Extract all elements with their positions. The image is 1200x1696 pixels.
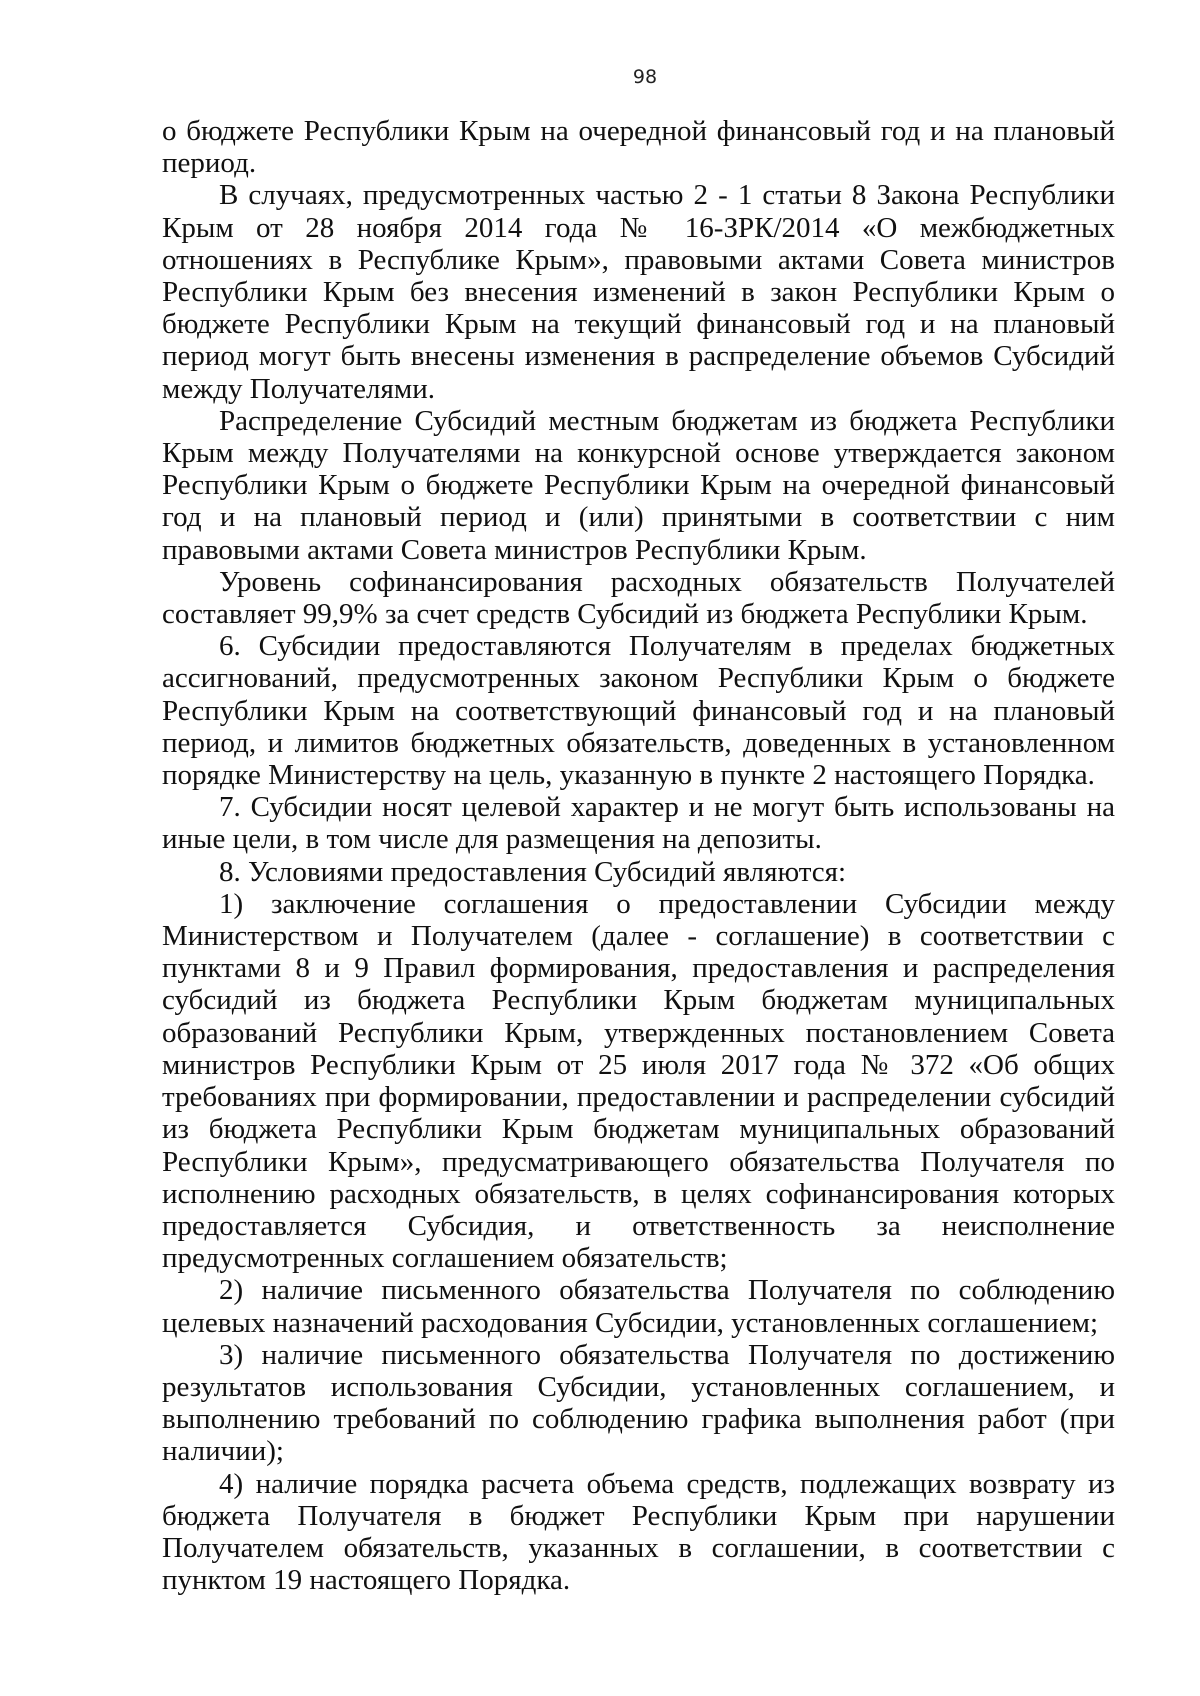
paragraph-item-7: 7. Субсидии носят целевой характер и не могут быть использованы на иные цели, в том числе для размещения на депозиты. <box>162 791 1115 856</box>
paragraph-condition-3: 3) наличие письменного обязательства Получателя по достижению результатов использования Субсидии, установленных соглашением, и выполнению требований по соблюдению графика выполнения работ (при наличии); <box>162 1338 1115 1468</box>
paragraph-redistribution-cases: В случаях, предусмотренных частью 2 - 1 статьи 8 Закона Республики Крым от 28 ноября 2014 года № 16-ЗРК/2014 «О межбюджетных отношениях в Республике Крым», правовыми актами Совета министров Республики Крым без внесения изменений в закон Республики Крым о бюджете Республики Крым на текущий финансовый год и на плановый период могут быть внесены изменения в распределение объемов Субсидий между Получателями. <box>162 179 1115 405</box>
paragraph-cofinancing-level: Уровень софинансирования расходных обязательств Получателей составляет 99,9% за счет средств Субсидий из бюджета Республики Крым. <box>162 565 1115 631</box>
paragraph-condition-4: 4) наличие порядка расчета объема средств, подлежащих возврату из бюджета Получателя в бюджет Республики Крым при нарушении Получателем обязательств, указанных в соглашении, в соответствии с пунктом 19 настоящего Порядка. <box>162 1467 1115 1597</box>
paragraph-condition-2: 2) наличие письменного обязательства Получателя по соблюдению целевых назначений расходования Субсидии, установленных соглашением; <box>162 1274 1115 1339</box>
document-body <box>162 115 1115 1596</box>
paragraph-condition-1: 1) заключение соглашения о предоставлении Субсидии между Министерством и Получателем (далее - соглашение) в соответствии с пунктами 8 и 9 Правил формирования, предоставления и распределения субсидий из бюджета Республики Крым бюджетам муниципальных образований Республики Крым, утвержденных постановлением Совета министров Республики Крым от 25 июля 2017 года № 372 «Об общих требованиях при формировании, предоставлении и распределении субсидий из бюджета Республики Крым бюджетам муниципальных образований Республики Крым», предусматривающего обязательства Получателя по исполнению расходных обязательств, в целях софинансирования которых предоставляется Субсидия, и ответственность за неисполнение предусмотренных соглашением обязательств; <box>162 887 1115 1275</box>
paragraph-budget-period: о бюджете Республики Крым на очередной финансовый год и на плановый период. <box>162 115 1115 180</box>
paragraph-item-8: 8. Условиями предоставления Субсидий являются: <box>219 855 847 888</box>
page-number: 98 <box>632 66 658 88</box>
paragraph-item-6: 6. Субсидии предоставляются Получателям в пределах бюджетных ассигнований, предусмотренных законом Республики Крым о бюджете Республики Крым на соответствующий финансовый год и на плановый период, и лимитов бюджетных обязательств, доведенных в установленном порядке Министерству на цель, указанную в пункте 2 настоящего Порядка. <box>162 630 1115 792</box>
paragraph-subsidy-distribution: Распределение Субсидий местным бюджетам из бюджета Республики Крым между Получателями на конкурсной основе утверждается законом Республики Крым о бюджете Республики Крым на очередной финансовый год и на плановый период и (или) принятыми в соответствии с ним правовыми актами Совета министров Республики Крым. <box>162 404 1115 566</box>
